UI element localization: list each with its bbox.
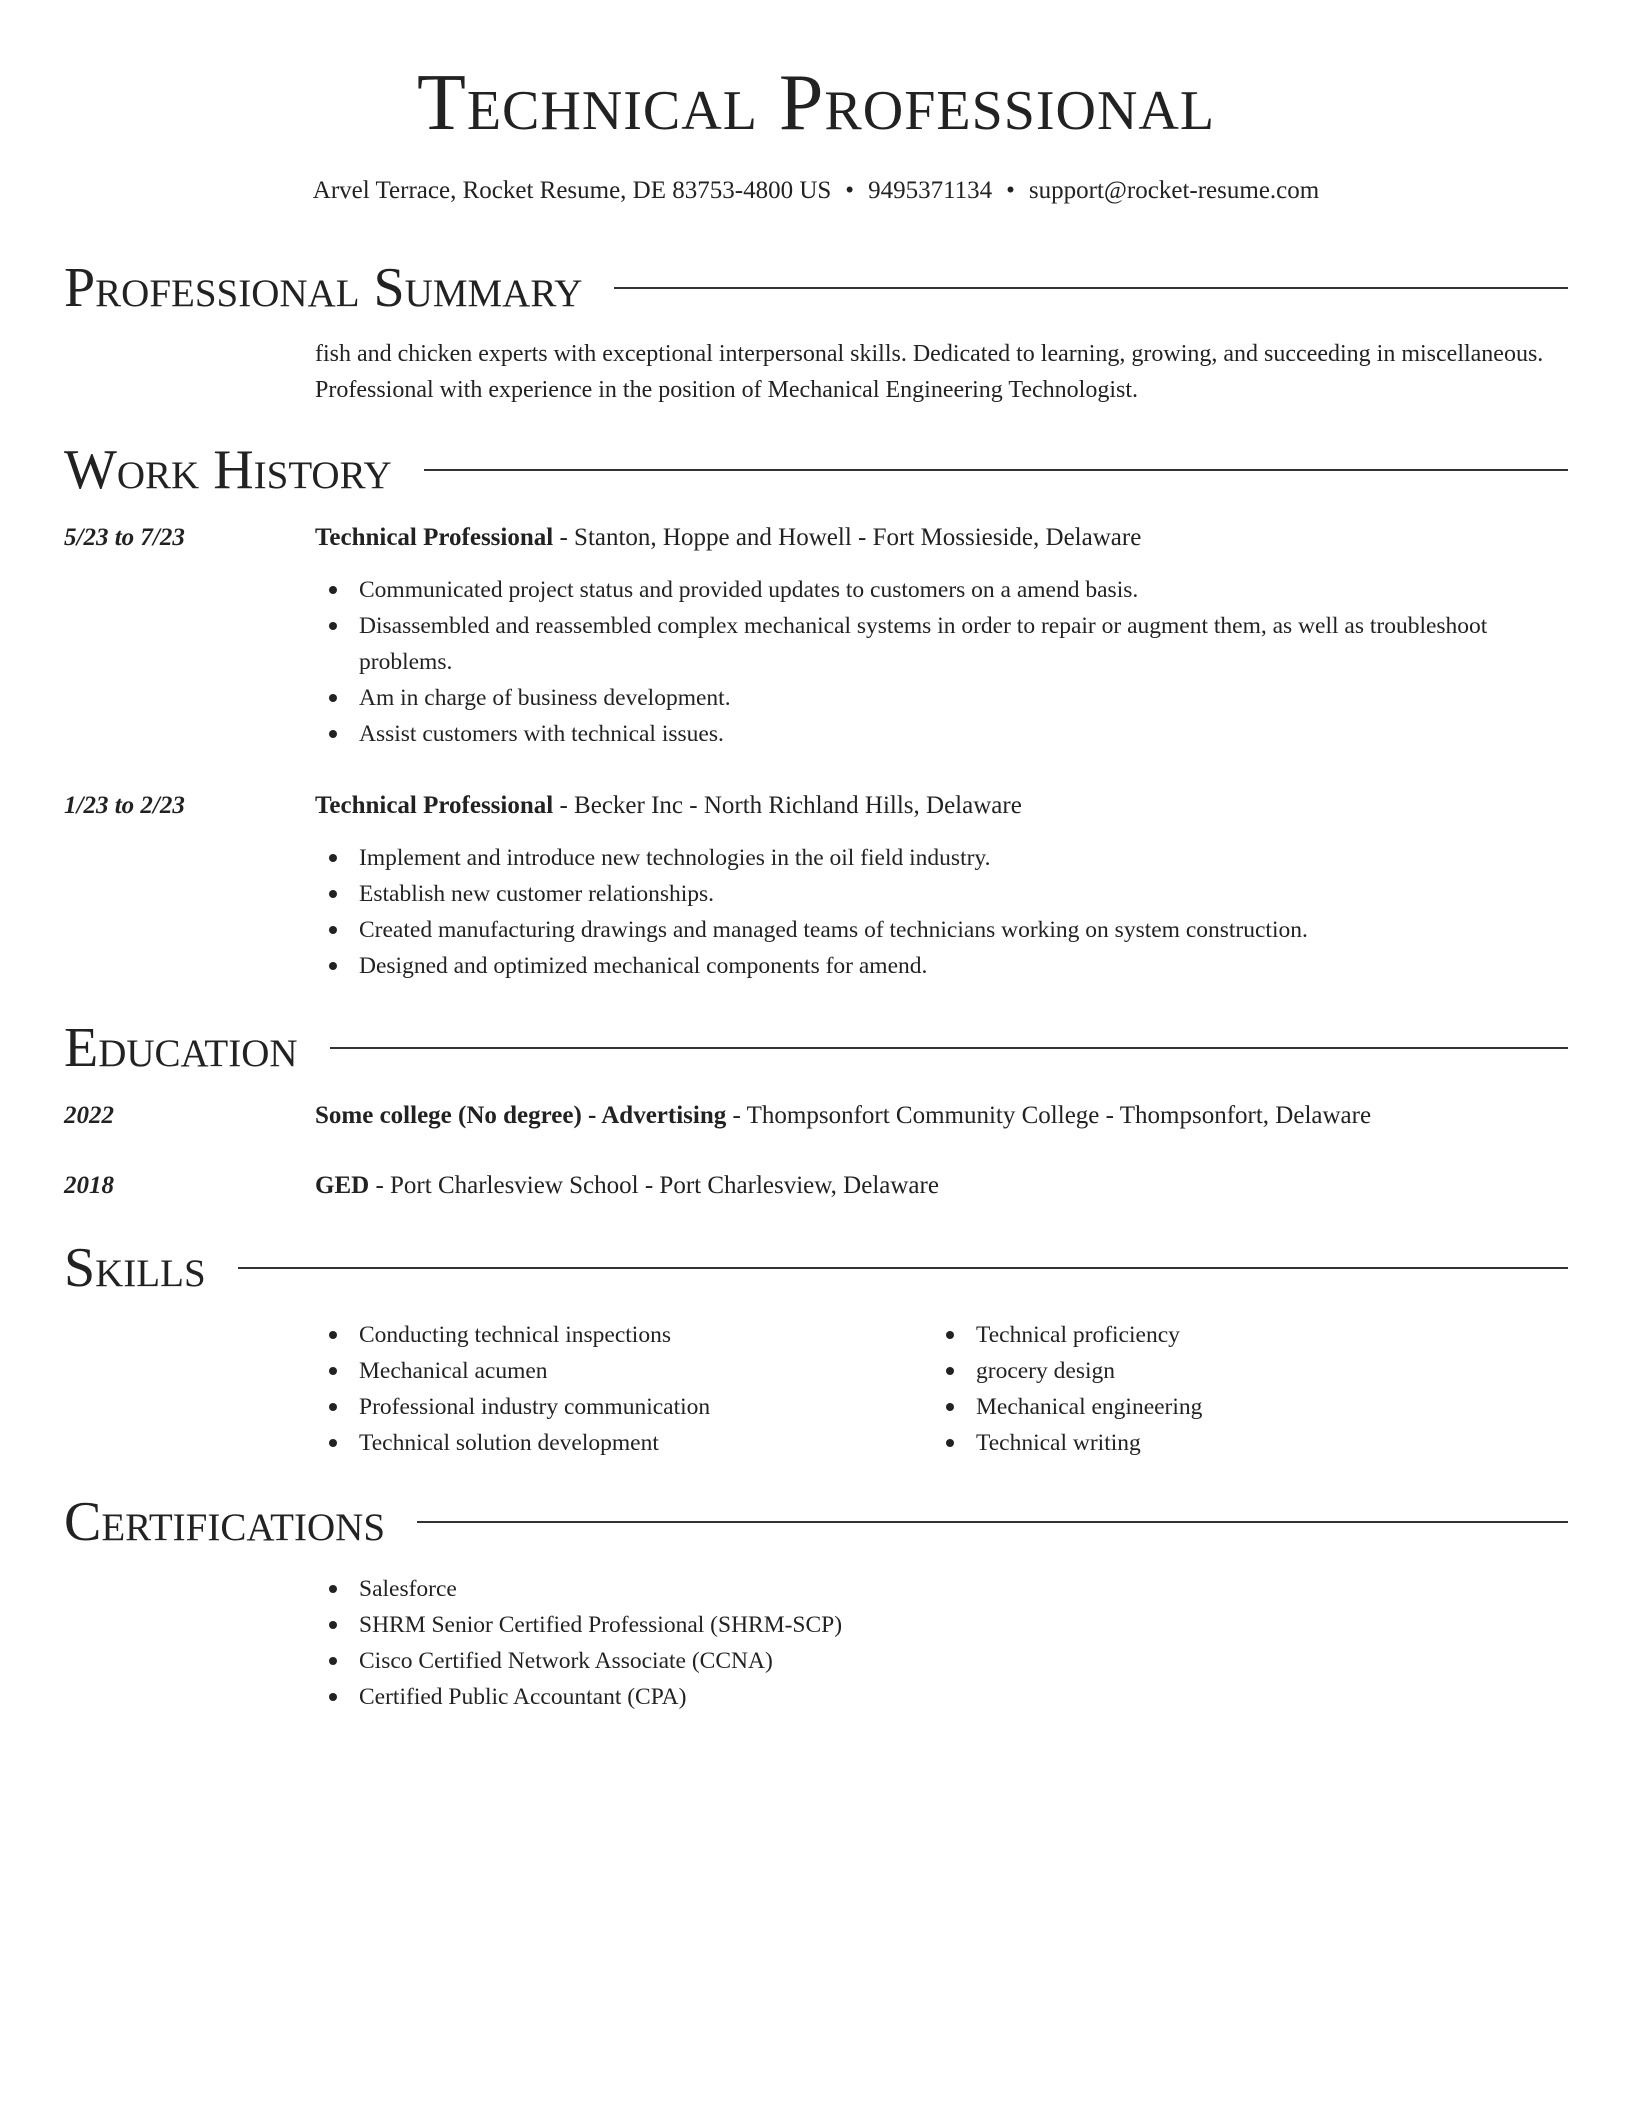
job-title-line [315,520,1568,556]
section-divider [330,1047,1568,1049]
education-degree: GED [315,1172,370,1199]
job-employer-location: - Stanton, Hoppe and Howell - Fort Mossieside, Delaware [553,524,1142,551]
job-role: Technical Professional [315,792,554,819]
list-item: Created manufacturing drawings and managed teams of technicians working on system construction. [315,912,1568,948]
education-degree: Some college (No degree) - Advertising [315,1102,727,1129]
section-title: Work History [64,439,392,501]
bullet-icon [329,1331,337,1339]
section-divider [238,1267,1568,1269]
bullet-icon [329,1693,337,1701]
job-bullets [315,840,1568,984]
list-item: Certified Public Accountant (CPA) [315,1679,1568,1715]
bullet-icon [329,1621,337,1629]
bullet-icon [329,622,337,630]
bullet-icon [946,1367,954,1375]
list-item: grocery design [932,1353,1532,1389]
section-divider [417,1521,1568,1523]
bullet-icon [329,1367,337,1375]
list-item: Conducting technical inspections [315,1317,915,1353]
skills-column-right [932,1317,1532,1461]
section-divider [614,287,1568,289]
job-employer-location: - Becker Inc - North Richland Hills, Delaware [553,792,1022,819]
job-title-line [315,788,1568,824]
education-school-location: - Thompsonfort Community College - Thompsonfort, Delaware [726,1102,1372,1129]
section-header-skills [64,1235,1568,1301]
list-item: SHRM Senior Certified Professional (SHRM-SCP) [315,1607,1568,1643]
skills-column-left [315,1317,915,1461]
list-item: Communicated project status and provided updates to customers on a amend basis. [315,572,1568,608]
bullet-icon [329,1439,337,1447]
section-header-certifications [64,1489,1568,1555]
education-line [315,1098,1568,1134]
separator-bullet: • [845,177,855,204]
list-item: Salesforce [315,1571,1568,1607]
section-title: Skills [64,1237,206,1299]
education-school-location: - Port Charlesview School - Port Charlesview, Delaware [369,1172,939,1199]
section-title: Education [64,1017,298,1079]
bullet-icon [946,1439,954,1447]
bullet-icon [329,694,337,702]
list-item: Assist customers with technical issues. [315,716,1568,752]
list-item: Implement and introduce new technologies in the oil field industry. [315,840,1568,876]
bullet-icon [329,926,337,934]
bullet-icon [329,890,337,898]
list-item: Technical solution development [315,1425,915,1461]
list-item: Designed and optimized mechanical components for amend. [315,948,1568,984]
contact-line [64,174,1568,208]
bullet-icon [329,586,337,594]
phone: 9495371134 [868,177,993,204]
list-item: Cisco Certified Network Associate (CCNA) [315,1643,1568,1679]
section-title: Certifications [64,1491,386,1553]
bullet-icon [329,854,337,862]
section-divider [424,469,1568,471]
bullet-icon [329,1403,337,1411]
section-header-work-history [64,437,1568,503]
list-item: Establish new customer relationships. [315,876,1568,912]
list-item: Mechanical acumen [315,1353,915,1389]
candidate-name: Technical Professional [416,59,1216,147]
email-link[interactable]: support@rocket-resume.com [1028,177,1320,204]
bullet-icon [329,1585,337,1593]
education-line [315,1168,1568,1204]
address: Arvel Terrace, Rocket Resume, DE 83753-4800 US [312,177,832,204]
bullet-icon [329,730,337,738]
section-header-education [64,1015,1568,1081]
section-header-summary [64,255,1568,321]
bullet-icon [329,1657,337,1665]
job-dates: 5/23 to 7/23 [64,524,185,551]
separator-bullet: • [1006,177,1015,204]
list-item: Technical writing [932,1425,1532,1461]
job-dates: 1/23 to 2/23 [64,792,185,819]
job-role: Technical Professional [315,524,554,551]
job-bullets [315,572,1568,752]
education-year: 2022 [64,1102,114,1129]
summary-text: fish and chicken experts with exceptional interpersonal skills. Dedicated to learning, growing, and succeeding in miscellaneous. Professional with experience in the position of Mechanical Engineering Technologist. [315,341,1544,403]
list-item: Technical proficiency [932,1317,1532,1353]
list-item: Mechanical engineering [932,1389,1532,1425]
list-item: Disassembled and reassembled complex mechanical systems in order to repair or augment them, as well as troubleshoot problems. [315,608,1568,680]
list-item: Professional industry communication [315,1389,915,1425]
bullet-icon [946,1331,954,1339]
list-item: Am in charge of business development. [315,680,1568,716]
education-year: 2018 [64,1172,114,1199]
section-title: Professional Summary [64,257,583,319]
bullet-icon [329,962,337,970]
bullet-icon [946,1403,954,1411]
